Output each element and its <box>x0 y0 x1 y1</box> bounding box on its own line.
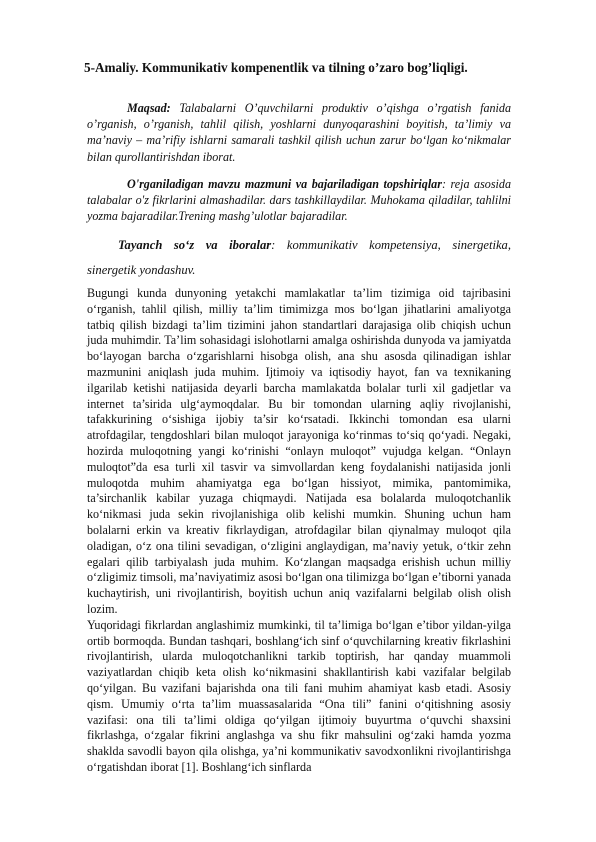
goal-paragraph <box>87 100 511 165</box>
keywords-text: : kommunikativ kompetensiya, sinergetika, sinergetik yondashuv. <box>87 238 511 277</box>
keywords-section <box>87 233 511 283</box>
goal-label: Maqsad: <box>127 101 171 115</box>
body-paragraph-2: Yuqoridagi fikrlardan anglashimiz mumkinki, til ta’limiga bo‘lgan e’tibor yildan-yilga ortib bormoqda. Bundan tashqari, boshlang‘ich sinf o‘quvchilarning kreativ fikrlashini rivojlantirish, ularda muloqotchanlikni tarkib toptirish, har qanday muammoli vaziyatlardan chiqib keta olish ko‘nikmasini shakllantirish kabi vazifalar belgilab qo‘yilgan. Bu vazifani bajarishda ona tili fani muhim ahamiyat kasb etadi. Asosiy qism. Umumiy o‘rta ta’lim muassasalarida “Ona tili” fanini o‘qitishning asosiy vazifasi: ona tili ta’limi oldiga qo‘yilgan ijtimoiy buyurtma o‘quvchi shaxsini fikrlashga, o‘zgalar fikrini anglashga va shu fikr mahsulini og‘zaki hamda yozma shaklda savodli bayon qila olishga, ya’ni kommunikativ savodxonlikni rivojlantirishga o‘rgatishdan iborat [1]. Boshlang‘ich sinflarda <box>87 617 511 774</box>
goal-text: Talabalarni O’quvchilarni produktiv o’qishga o’rgatish fanida o’rganish, o’rganish, tahlil qilish, yoshlarni dunyoqarashini boyitish, ta’limiy va ma’naviy – ma’rifiy ishlarni samarali tashkil qilish uchun zarur bo‘lgan ko‘nikmalar bilan qurollantirishdan iborat. <box>87 101 511 164</box>
tasks-paragraph <box>87 176 511 225</box>
keywords-label: Tayanch so‘z va iboralar <box>118 238 272 252</box>
goal-section <box>87 100 511 165</box>
tasks-label: O'rganiladigan mavzu mazmuni va bajariladigan topshiriqlar <box>127 177 442 191</box>
tasks-text: : reja asosida talabalar o'z fikrlarini almashadilar. dars tashkillaydilar. Muhokama qiladilar, tahlilni yozma bajaradilar.Trening mashg’ulotlar bajaradilar. <box>87 177 511 224</box>
page-title: 5-Amaliy. Kommunikativ kompenentlik va tilning o’zaro bog’liqligi. <box>84 60 468 75</box>
body-text <box>87 286 511 776</box>
body-paragraph-1: Bugungi kunda dunyoning yetakchi mamlakatlar ta’lim tizimiga oid tajribasini o‘rganish, tahlil qilish, milliy ta’lim timimizga mos bo‘lgan jihatlarini amaliyotga tatbiq qilish bizdagi ta’lim tizimini jahon standartlari darajasiga olib chiqish uchun juda muhimdir. Ta’lim sohasidagi islohotlarni amalga oshirishda dunyoda va jamiyatda bo‘layogan barcha o‘zgarishlarni hisobga olish, ana shu asosda qilinadigan ishlar mazmunini aniqlash juda muhim. Ijtimoiy va iqtisodiy hayot, fan va texnikaning ilgarilab ketishi natijasida deyarli barcha mamlakatda bolalar turli xil gadjetlar va internet ta’sirida ulg‘aymoqdalar. Bu bir tomondan ularning aqliy rivojlanishi, tafakkurining o‘sishiga ijobiy ta’sir ko‘rsatadi. Ikkinchi tomondan esa ularni atrofdagilar, tengdoshlari bilan muloqot jarayoniga ko‘rinmas to‘siq qo‘yadi. Negaki, hozirda muloqotning yangi ko‘rinishi “onlayn muloqot” vujudga kelgan. “Onlayn muloqtot”da esa turli xil tasvir va simvollardan keng foydalanishi natijasida jonli muloqotda muhim ahamiyatga ega bo‘lgan hissiyot, mimika, pantomimika, ta’sirchanlik kabilar yuzaga chiqmaydi. Natijada esa bolalarda muloqotchanlik ko‘nikmasi juda sekin rivojlanishiga olib kelishi mumkin. Shuning uchun ham bolalarni erkin va kreativ fikrlaydigan, atrofdagilar bilan qiynalmay muloqot qila oladigan, o‘z ona tilini sevadigan, o‘zligini anglaydigan, ma’naviy yetuk, o‘tkir zehn egalari qilib tarbiyalash juda muhim. Ko‘zlangan maqsadga erishish uchun milliy o‘zligimiz timsoli, ma’naviyatimiz asosi bo‘lgan ona tilimizga bo‘lgan e’tiborni yanada kuchaytirish, uni rivojlantirish, boyitish uchun aniq vazifalarni belgilab olish olish lozim. <box>87 286 511 616</box>
tasks-section <box>87 176 511 225</box>
keywords-paragraph <box>87 233 511 283</box>
